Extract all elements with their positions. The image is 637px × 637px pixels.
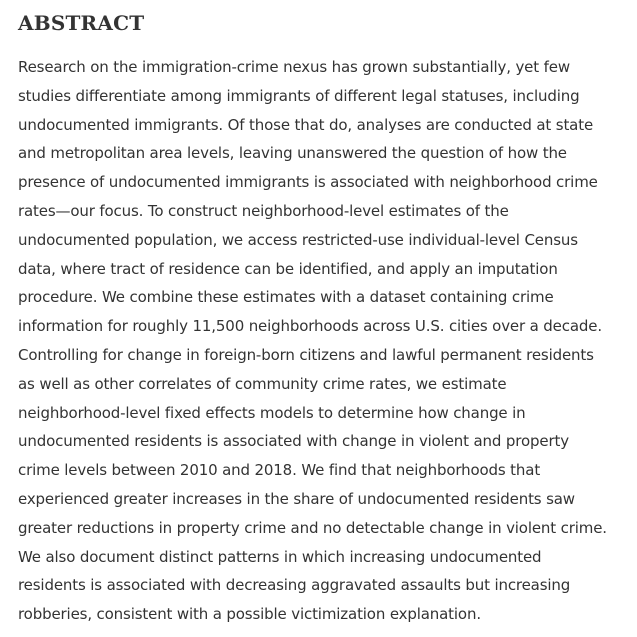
abstract-line: Research on the immigration-crime nexus has grown substantially, yet few xyxy=(18,58,570,76)
abstract-line: rates—our focus. To construct neighborhood-level estimates of the xyxy=(18,201,509,220)
abstract-line: greater reductions in property crime and no detectable change in violent crime. xyxy=(18,518,607,537)
abstract-line: procedure. We combine these estimates with a dataset containing crime xyxy=(18,288,554,307)
abstract-line: as well as other correlates of community crime rates, we estimate xyxy=(18,374,507,393)
abstract-line: and metropolitan area levels, leaving unanswered the question of how the xyxy=(18,144,567,163)
abstract-line: presence of undocumented immigrants is associated with neighborhood crime xyxy=(18,173,598,192)
abstract-heading: ABSTRACT xyxy=(18,11,145,35)
abstract-line: robberies, consistent with a possible victimization explanation. xyxy=(18,605,481,624)
abstract-line: neighborhood-level fixed effects models to determine how change in xyxy=(18,403,526,422)
abstract-line: experienced greater increases in the share of undocumented residents saw xyxy=(18,489,575,508)
abstract-line: residents is associated with decreasing aggravated assaults but increasing xyxy=(18,576,571,595)
abstract-line: data, where tract of residence can be identified, and apply an imputation xyxy=(18,259,558,278)
abstract-line: crime levels between 2010 and 2018. We find that neighborhoods that xyxy=(18,461,541,480)
abstract-section xyxy=(18,0,630,629)
abstract-line: undocumented immigrants. Of those that do, analyses are conducted at state xyxy=(18,115,594,134)
abstract-line: Controlling for change in foreign-born citizens and lawful permanent residents xyxy=(18,345,594,364)
abstract-line: undocumented residents is associated with change in violent and property xyxy=(18,432,569,451)
abstract-line: information for roughly 11,500 neighborhoods across U.S. cities over a decade. xyxy=(18,317,602,336)
abstract-line: studies differentiate among immigrants of different legal statuses, including xyxy=(18,86,580,105)
abstract-line: undocumented population, we access restricted-use individual-level Census xyxy=(18,230,578,249)
abstract-line: We also document distinct patterns in which increasing undocumented xyxy=(18,547,542,566)
abstract-body xyxy=(18,53,630,629)
